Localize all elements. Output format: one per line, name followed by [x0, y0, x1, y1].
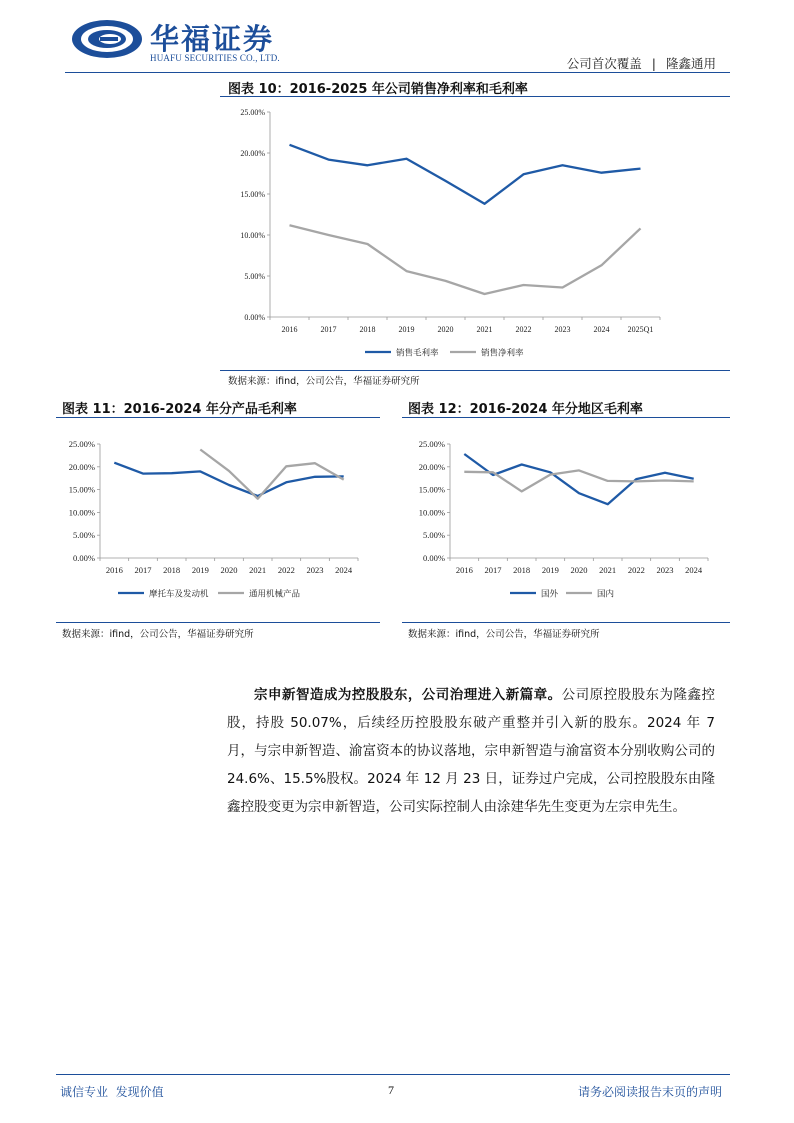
x-tick-label: 2019 [191, 565, 209, 575]
x-tick-label: 2020 [220, 565, 238, 575]
y-tick-label: 15.00% [418, 484, 445, 495]
footer-slogan: 诚信专业 发现价值 [60, 1085, 164, 1099]
x-tick-label: 2022 [627, 565, 645, 575]
legend-label-1: 摩托车及发动机 [149, 588, 209, 599]
series-line-2 [200, 450, 343, 499]
paragraph-text: 公司原控股股东为隆鑫控股，持股 50.07%，后续经历控股股东破产重整并引入新的股东。2024 年 7 月，与宗申新智造、渝富资本的协议落地，宗申新智造与渝富资本分别收购公司的 24.6%、15.5%股权。2024 年 12 月 23 日，证券过户完成，公司控股股东由隆鑫控股变更为宗申新智造，公司实际控制人由涂建华先生变更为左宗申先生。 [227, 687, 715, 815]
figure-11-chart [56, 425, 380, 620]
figure-12-source: 数据来源：ifind，公司公告，华福证券研究所 [408, 629, 600, 640]
x-tick-label: 2019 [541, 565, 559, 575]
legend-label-1: 销售毛利率 [396, 347, 439, 358]
figure-12-title: 图表 12：2016-2024 年分地区毛利率 [408, 402, 643, 417]
x-tick-label: 2018 [163, 565, 181, 575]
body-paragraph [227, 681, 715, 821]
x-tick-label: 2022 [515, 325, 532, 334]
x-tick-label: 2024 [685, 565, 703, 575]
header-divider [65, 72, 730, 73]
header-separator: | [651, 56, 656, 71]
figure-11-title-rule [56, 417, 380, 418]
y-tick-label: 5.00% [423, 530, 445, 541]
y-tick-label: 20.00% [68, 461, 95, 472]
y-tick-label: 0.00% [423, 553, 445, 563]
x-tick-label: 2018 [359, 325, 376, 334]
figure-10-title: 图表 10：2016-2025 年公司销售净利率和毛利率 [228, 82, 528, 97]
y-tick-label: 25.00% [68, 439, 95, 449]
y-tick-label: 10.00% [418, 507, 445, 518]
figure-12-chart [402, 425, 730, 620]
x-tick-label: 2024 [335, 565, 353, 575]
legend-label-2: 国内 [597, 588, 615, 599]
series-line-2 [290, 225, 641, 294]
y-tick-label: 5.00% [244, 272, 265, 281]
x-tick-label: 2016 [105, 565, 123, 575]
x-tick-label: 2016 [281, 325, 298, 334]
y-tick-label: 25.00% [240, 108, 265, 117]
series-line-1 [290, 145, 641, 204]
report-header-info [567, 54, 716, 72]
paragraph-lead: 宗申新智造成为控股股东，公司治理进入新篇章。 [254, 687, 562, 703]
x-tick-label: 2019 [398, 325, 415, 334]
figure-11-source-rule [56, 622, 380, 623]
series-line-1 [464, 454, 693, 504]
brand-name-en: HUAFU SECURITIES CO., LTD. [150, 53, 280, 63]
footer-disclaimer: 请务必阅读报告末页的声明 [577, 1085, 722, 1099]
x-tick-label: 2025Q1 [627, 325, 654, 334]
figure-11-source: 数据来源：ifind，公司公告，华福证券研究所 [62, 629, 254, 640]
x-tick-label: 2017 [134, 565, 152, 575]
report-type: 公司首次覆盖 [566, 56, 642, 71]
x-tick-label: 2023 [306, 565, 324, 575]
x-tick-label: 2016 [455, 565, 473, 575]
y-tick-label: 15.00% [240, 190, 265, 199]
y-tick-label: 5.00% [73, 530, 95, 541]
y-tick-label: 0.00% [244, 313, 265, 322]
x-tick-label: 2022 [277, 565, 295, 575]
y-tick-label: 10.00% [68, 507, 95, 518]
figure-10-chart [220, 100, 730, 368]
x-tick-label: 2023 [554, 325, 571, 334]
footer-divider [56, 1074, 730, 1075]
figure-10-source-rule [220, 370, 730, 371]
x-tick-label: 2017 [320, 325, 337, 334]
x-tick-label: 2020 [570, 565, 588, 575]
figure-12-title-rule [402, 417, 730, 418]
company-name: 隆鑫通用 [665, 56, 716, 71]
legend-label-2: 通用机械产品 [249, 588, 301, 599]
y-tick-label: 20.00% [240, 149, 265, 158]
figure-10-source: 数据来源：ifind，公司公告，华福证券研究所 [228, 376, 420, 387]
x-tick-label: 2021 [599, 565, 617, 575]
legend-label-1: 国外 [541, 588, 559, 599]
company-logo-icon [70, 18, 144, 60]
figure-11-title: 图表 11：2016-2024 年分产品毛利率 [62, 402, 297, 417]
page-number: 7 [388, 1083, 394, 1097]
figure-10-title-rule [220, 96, 730, 97]
y-tick-label: 20.00% [418, 461, 445, 472]
y-tick-label: 15.00% [68, 484, 95, 495]
figure-12-source-rule [402, 622, 730, 623]
legend-label-2: 销售净利率 [481, 347, 524, 358]
series-line-1 [114, 463, 343, 496]
x-tick-label: 2024 [593, 325, 610, 334]
x-tick-label: 2021 [476, 325, 493, 334]
y-tick-label: 0.00% [73, 553, 95, 563]
x-tick-label: 2023 [656, 565, 674, 575]
y-tick-label: 25.00% [418, 439, 445, 449]
x-tick-label: 2018 [513, 565, 531, 575]
brand-name: 华福证券 [150, 22, 275, 56]
y-tick-label: 10.00% [240, 231, 265, 240]
x-tick-label: 2017 [484, 565, 502, 575]
x-tick-label: 2021 [249, 565, 267, 575]
x-tick-label: 2020 [437, 325, 454, 334]
